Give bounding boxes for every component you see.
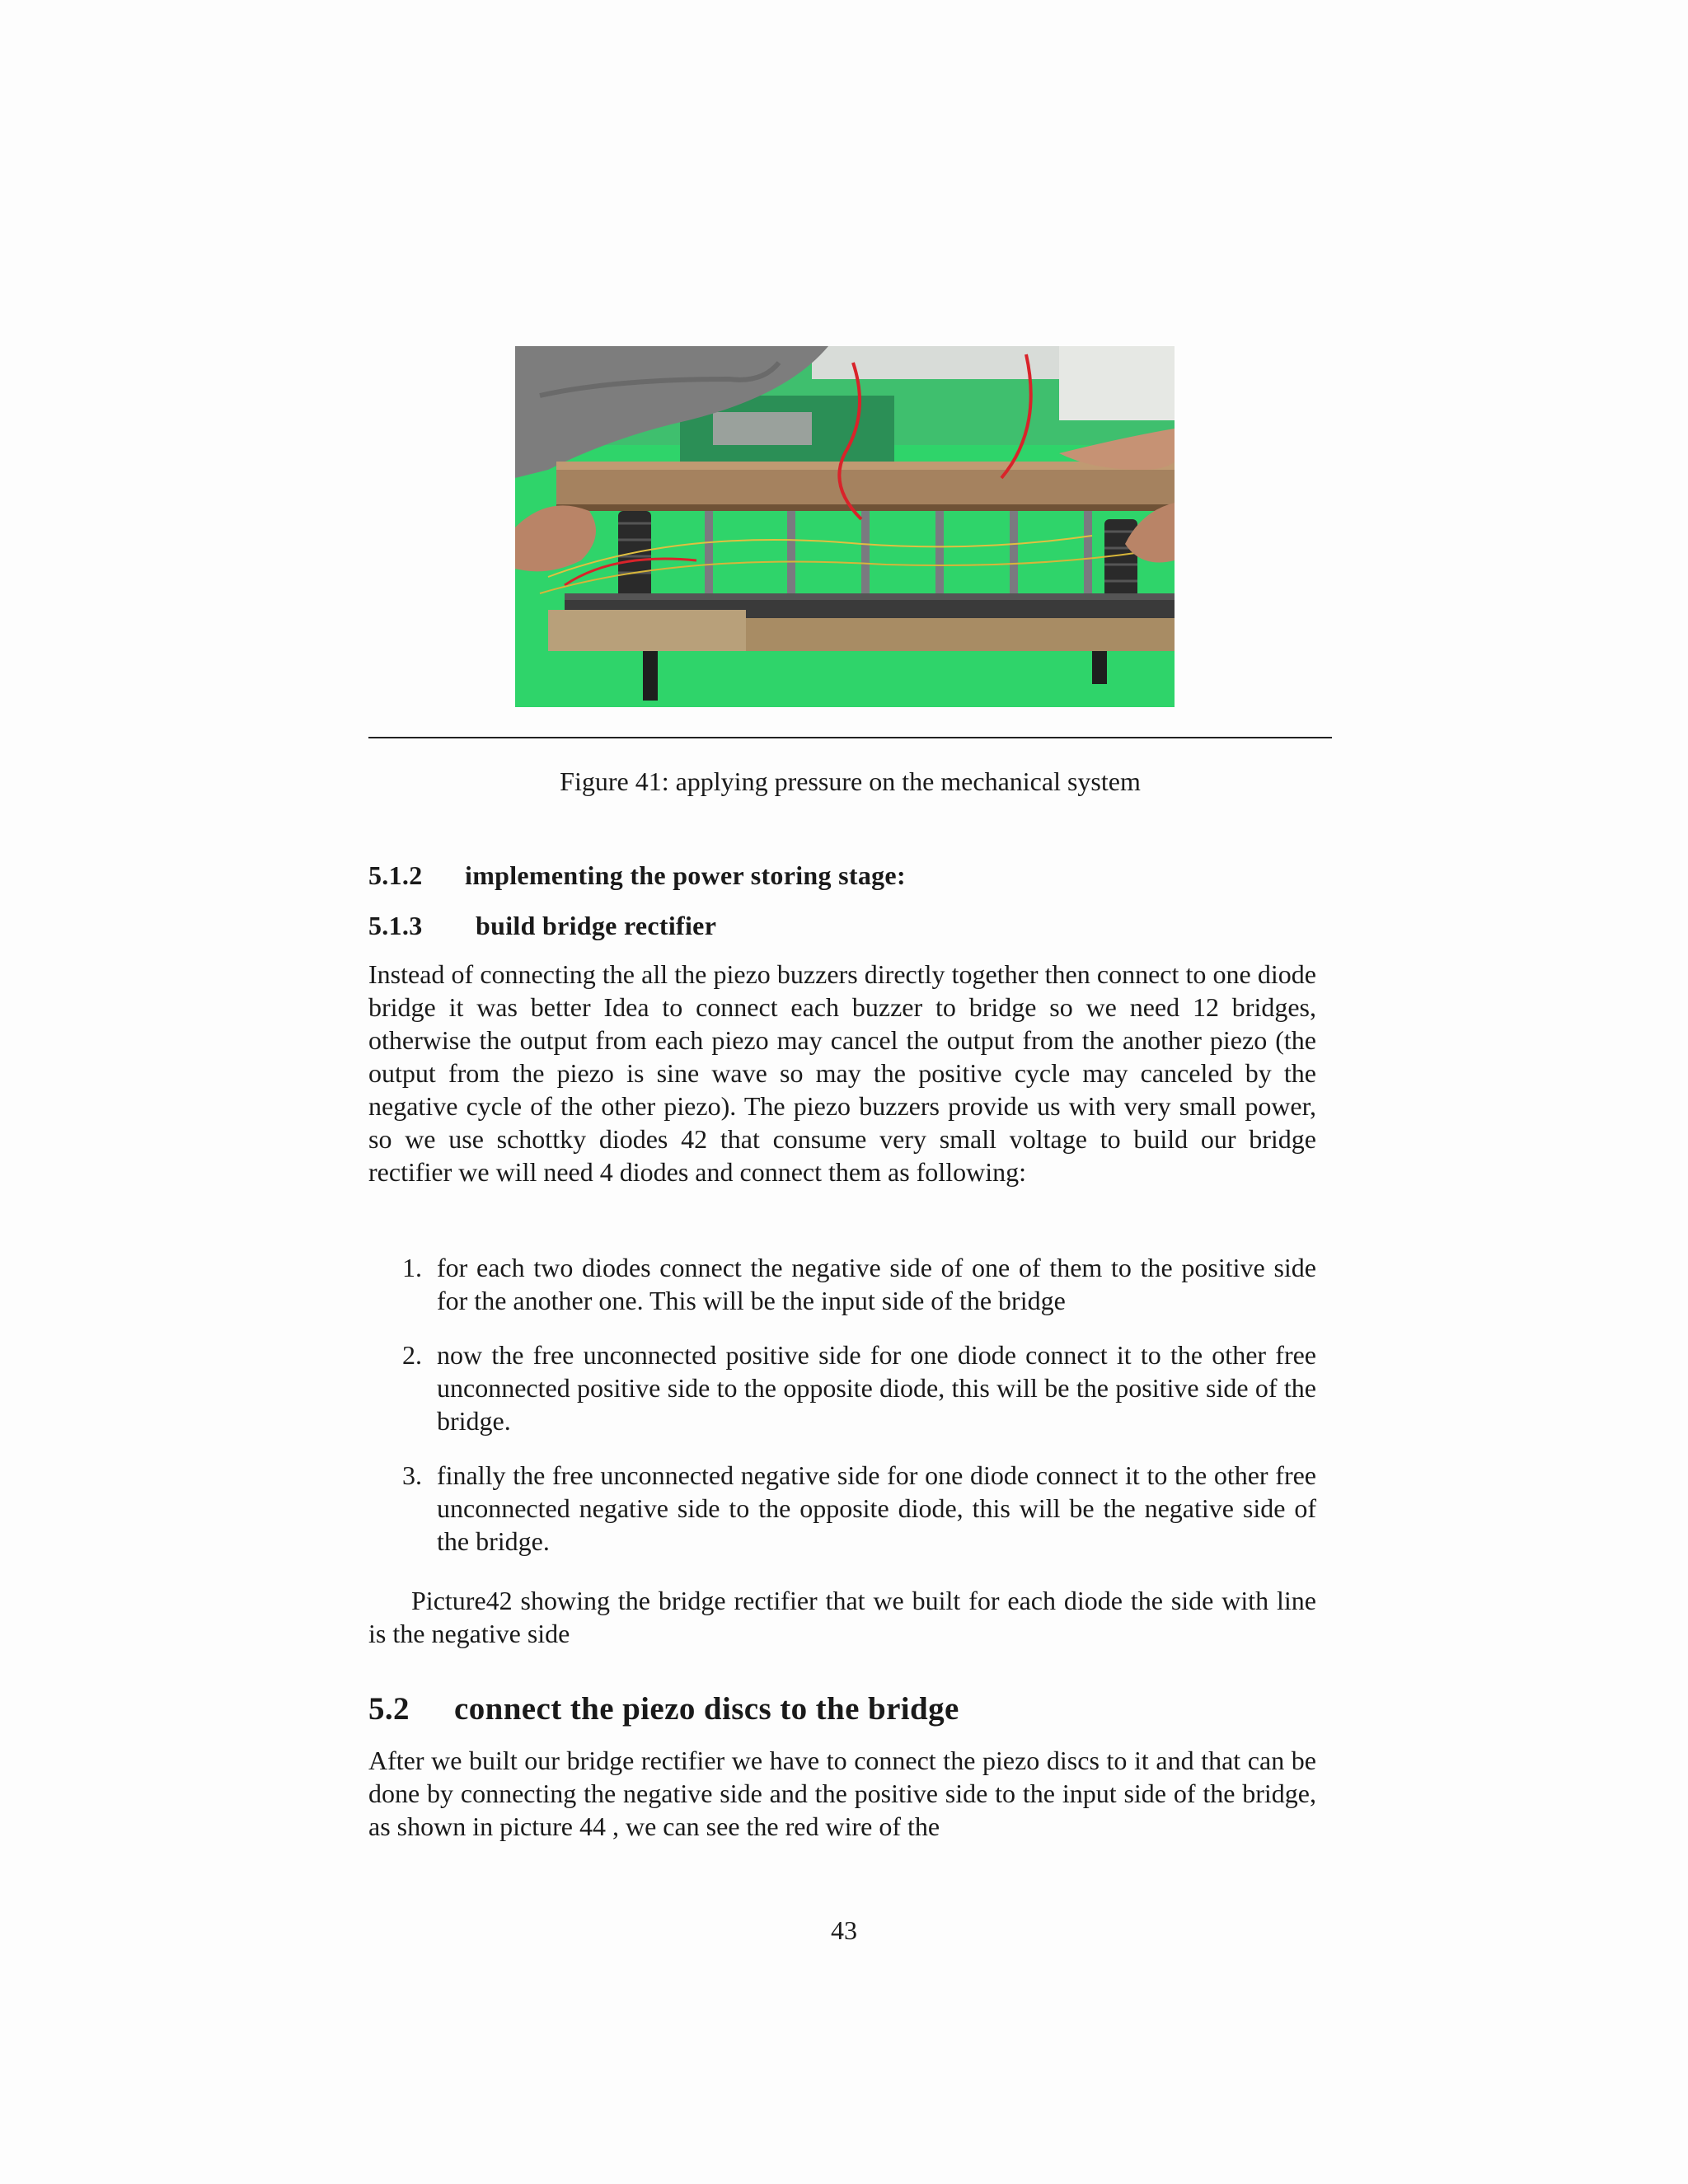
- list-marker: 2.: [402, 1340, 422, 1370]
- subsection-number: 5.1.3: [368, 911, 423, 940]
- subsection-heading-5-1-2: [368, 857, 906, 893]
- section-number: 5.2: [368, 1691, 410, 1727]
- figure-41-photo: [515, 346, 1175, 707]
- page-number: 43: [831, 1915, 857, 1945]
- subsection-title: build bridge rectifier: [476, 911, 717, 940]
- list-item-text: now the free unconnected positive side for one diode connect it to the other free unconnected positive side to the opposite diode, this will be the positive side of the bridge.: [437, 1340, 1316, 1436]
- figure-caption: Figure 41: applying pressure on the mechanical system: [560, 766, 1141, 796]
- intro-paragraph: Instead of connecting the all the piezo buzzers directly together then connect to one diode bridge it was better Idea to connect each buzzer to bridge so we need 12 bridges, otherwise the output from each piezo may cancel the output from the another piezo (the output from the piezo is sine wave so may the positive cycle may canceled by the negative cycle of the other piezo). The piezo buzzers provide us with very small power, so we use schottky diodes 42 that consume very small voltage to build our bridge rectifier we will need 4 diodes and connect them as following:: [368, 959, 1316, 1187]
- figure-separator-rule: [368, 737, 1332, 738]
- picture-paragraph: Picture42 showing the bridge rectifier that we built for each diode the side with line is the negative side: [368, 1586, 1316, 1648]
- list-item-text: for each two diodes connect the negative side of one of them to the positive side for the another one. This will be the input side of the bridge: [437, 1253, 1316, 1315]
- list-item-text: finally the free unconnected negative side for one diode connect it to the other free unconnected negative side to the opposite diode, this will be the negative side of the bridge.: [437, 1460, 1316, 1556]
- list-marker: 3.: [402, 1460, 422, 1490]
- list-marker: 1.: [402, 1253, 422, 1282]
- subsection-heading-5-1-3: [368, 907, 716, 944]
- mechanical-system-illustration: [515, 346, 1175, 707]
- subsection-number: 5.1.2: [368, 860, 423, 890]
- list-item: [368, 1338, 1316, 1437]
- after-paragraph: After we built our bridge rectifier we have to connect the piezo discs to it and that can be done by connecting the negative side and the positive side to the input side of the bridge, as shown in picture 44 , we can see the red wire of the: [368, 1746, 1316, 1841]
- section-title: connect the piezo discs to the bridge: [454, 1691, 959, 1727]
- list-item: [368, 1459, 1316, 1558]
- section-heading-5-2: [368, 1688, 959, 1731]
- list-item: [368, 1251, 1316, 1317]
- subsection-title: implementing the power storing stage:: [465, 860, 906, 890]
- steps-list: [368, 1251, 1316, 1579]
